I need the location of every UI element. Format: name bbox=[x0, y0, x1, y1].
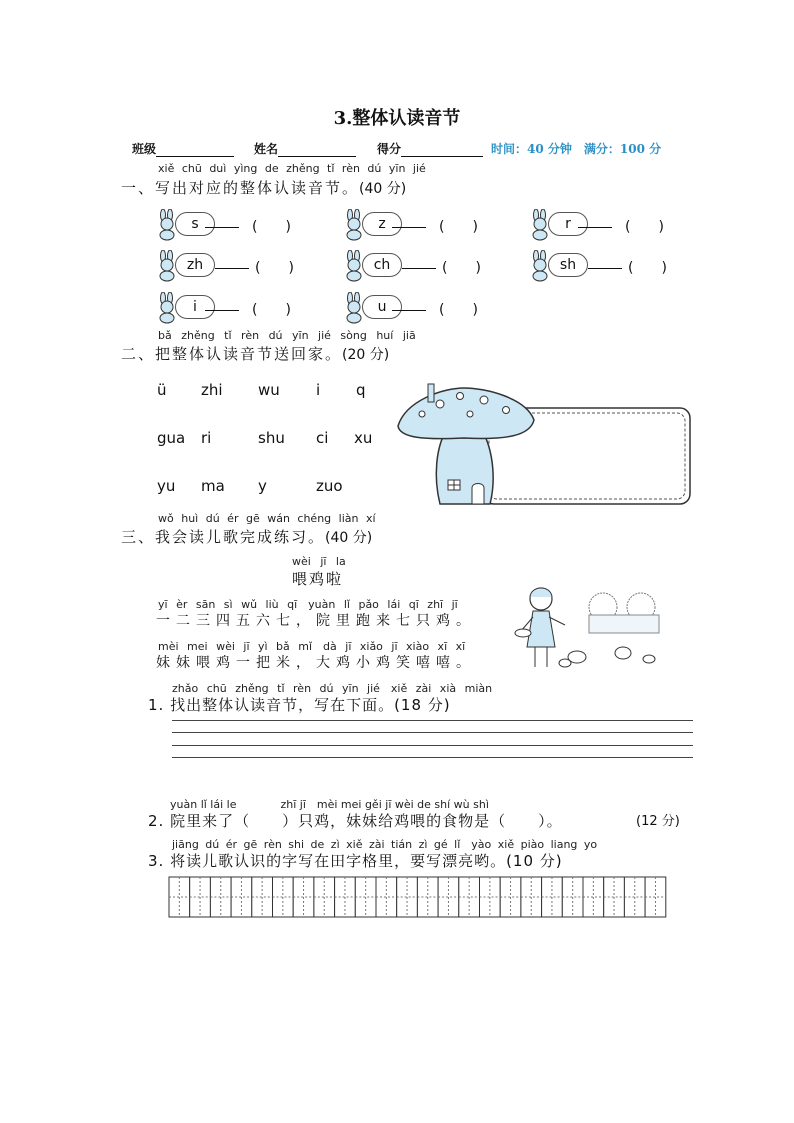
sub2-pinyin: yuàn lǐ lái le zhī jī mèi mei gěi jī wèi de shí wù shì bbox=[170, 798, 489, 811]
door-icon bbox=[472, 484, 484, 505]
syllable-item[interactable]: i bbox=[316, 381, 321, 399]
tianzige-box[interactable] bbox=[169, 877, 190, 917]
girl-feeding-chickens-icon bbox=[503, 585, 683, 677]
q1-heading-text: 一、写出对应的整体认读音节。 bbox=[121, 179, 360, 197]
tianzige-box[interactable] bbox=[521, 877, 542, 917]
tianzige-box[interactable] bbox=[376, 877, 397, 917]
answer-line[interactable] bbox=[172, 745, 693, 746]
score-blank[interactable] bbox=[401, 156, 483, 157]
name-label: 姓名 bbox=[254, 142, 279, 156]
tianzige-box[interactable] bbox=[562, 877, 583, 917]
initial-bubble: u bbox=[362, 295, 402, 319]
poem-title: 喂鸡啦 bbox=[292, 570, 344, 588]
name-field[interactable] bbox=[254, 140, 356, 157]
answer-blank[interactable] bbox=[205, 310, 239, 311]
answer-parens[interactable]: ( ) bbox=[439, 302, 478, 318]
syllable-item[interactable]: y bbox=[258, 477, 267, 495]
syllable-item[interactable]: gua bbox=[157, 429, 186, 447]
q1-item bbox=[155, 209, 315, 239]
name-blank[interactable] bbox=[278, 156, 356, 157]
answer-line[interactable] bbox=[172, 757, 693, 758]
answer-parens[interactable]: ( ) bbox=[442, 260, 481, 276]
syllable-item[interactable]: ci bbox=[316, 429, 329, 447]
poem-title-pinyin: wèi jī la bbox=[292, 555, 346, 568]
sub3-text: 3. 将读儿歌认识的字写在田字格里，要写漂亮哟。(10 分) bbox=[148, 852, 563, 870]
answer-parens[interactable]: ( ) bbox=[439, 219, 478, 235]
poem-line1: 一二三四五六七，院里跑来七只鸡。 bbox=[156, 613, 476, 629]
answer-parens[interactable]: ( ) bbox=[252, 302, 291, 318]
q1-item bbox=[528, 250, 688, 280]
q1-heading bbox=[121, 177, 406, 198]
tianzige-box[interactable] bbox=[273, 877, 294, 917]
poem-line2-pinyin: mèi mei wèi jī yì bǎ mǐ dà jī xiǎo jī xiào xī xī bbox=[158, 640, 466, 653]
q1-score: (40 分) bbox=[359, 181, 407, 197]
syllable-item[interactable]: yu bbox=[157, 477, 176, 495]
q1-item bbox=[342, 209, 502, 239]
tianzige-box[interactable] bbox=[624, 877, 645, 917]
tianzige-box[interactable] bbox=[417, 877, 438, 917]
tianzige-box[interactable] bbox=[335, 877, 356, 917]
tianzige-box[interactable] bbox=[645, 877, 666, 917]
mushroom-house-icon bbox=[394, 380, 694, 510]
poem-line2: 妹妹喂鸡一把米，大鸡小鸡笑嘻嘻。 bbox=[156, 655, 476, 671]
tianzige-box[interactable] bbox=[604, 877, 625, 917]
syllable-item[interactable]: ü bbox=[157, 381, 167, 399]
syllable-item[interactable]: q bbox=[356, 381, 366, 399]
q2-heading-text: 二、把整体认读音节送回家。 bbox=[121, 345, 343, 363]
initial-bubble: sh bbox=[548, 253, 588, 277]
q3-heading-text: 三、我会读儿歌完成练习。 bbox=[121, 528, 326, 546]
initial-bubble: r bbox=[548, 212, 588, 236]
q2-pinyin: bǎ zhěng tǐ rèn dú yīn jié sòng huí jiā bbox=[158, 329, 416, 342]
mushroom-cap bbox=[398, 388, 534, 439]
score-label: 得分 bbox=[377, 142, 402, 156]
q1-item bbox=[155, 292, 315, 322]
answer-line[interactable] bbox=[172, 732, 693, 733]
tianzige-box[interactable] bbox=[293, 877, 314, 917]
answer-blank[interactable] bbox=[588, 268, 622, 269]
q1-item bbox=[528, 209, 688, 239]
initial-bubble: i bbox=[175, 295, 215, 319]
tianzige-box[interactable] bbox=[480, 877, 501, 917]
q1-item bbox=[342, 250, 502, 280]
q3-score: (40 分) bbox=[325, 530, 373, 546]
answer-parens[interactable]: ( ) bbox=[625, 219, 664, 235]
answer-parens[interactable]: ( ) bbox=[252, 219, 291, 235]
class-label: 班级 bbox=[132, 142, 157, 156]
poem-line1-pinyin: yī èr sān sì wǔ liù qī yuàn lǐ pǎo lái qī zhī jī bbox=[158, 598, 458, 611]
sub1-text: 1. 找出整体认读音节，写在下面。(18 分) bbox=[148, 696, 451, 714]
answer-parens[interactable]: ( ) bbox=[255, 260, 294, 276]
initial-bubble: s bbox=[175, 212, 215, 236]
time-info: 时间：40 分钟 满分：100 分 bbox=[491, 142, 662, 156]
syllable-item[interactable]: zhi bbox=[201, 381, 223, 399]
syllable-item[interactable]: ma bbox=[201, 477, 225, 495]
q2-score: (20 分) bbox=[342, 347, 390, 363]
answer-blank[interactable] bbox=[578, 227, 612, 228]
answer-parens[interactable]: ( ) bbox=[628, 260, 667, 276]
initial-bubble: z bbox=[362, 212, 402, 236]
tianzige-box[interactable] bbox=[355, 877, 376, 917]
tianzige-box[interactable] bbox=[397, 877, 418, 917]
class-blank[interactable] bbox=[156, 156, 234, 157]
q3-pinyin: wǒ huì dú ér gē wán chéng liàn xí bbox=[158, 512, 376, 525]
tianzige-box[interactable] bbox=[314, 877, 335, 917]
sub1-pinyin: zhǎo chū zhěng tǐ rèn dú yīn jié xiě zài xià miàn bbox=[172, 682, 493, 695]
q1-item bbox=[342, 292, 502, 322]
initial-bubble: zh bbox=[175, 253, 215, 277]
tianzige-box[interactable] bbox=[583, 877, 604, 917]
answer-line[interactable] bbox=[172, 720, 693, 721]
score-field[interactable] bbox=[377, 140, 483, 157]
sub2-score: (12 分) bbox=[636, 814, 680, 829]
tianzige-box[interactable] bbox=[210, 877, 231, 917]
syllable-item[interactable]: ri bbox=[201, 429, 212, 447]
syllable-item[interactable]: xu bbox=[354, 429, 373, 447]
initial-bubble: ch bbox=[362, 253, 402, 277]
answer-blank[interactable] bbox=[402, 268, 436, 269]
sub2-text: 2. 院里来了（ ）只鸡，妹妹给鸡喂的食物是（ ）。 bbox=[148, 812, 563, 830]
answer-blank[interactable] bbox=[205, 227, 239, 228]
tianzige-box[interactable] bbox=[542, 877, 563, 917]
syllable-item[interactable]: wu bbox=[258, 381, 280, 399]
class-field[interactable] bbox=[132, 140, 234, 157]
tianzige-box[interactable] bbox=[459, 877, 480, 917]
q1-pinyin: xiě chū duì yìng de zhěng tǐ rèn dú yīn jié bbox=[158, 162, 426, 175]
tianzige-box[interactable] bbox=[231, 877, 252, 917]
answer-blank[interactable] bbox=[215, 268, 249, 269]
tianzige-box[interactable] bbox=[500, 877, 521, 917]
q2-heading bbox=[121, 343, 389, 364]
syllable-item[interactable]: zuo bbox=[316, 477, 343, 495]
tianzige-box[interactable] bbox=[190, 877, 211, 917]
page-title: 3.整体认读音节 bbox=[333, 108, 461, 129]
answer-blank[interactable] bbox=[392, 310, 426, 311]
tianzige-box[interactable] bbox=[438, 877, 459, 917]
q3-heading bbox=[121, 526, 372, 547]
sub3-pinyin: jiāng dú ér gē rèn shi de zì xiě zài tián zì gé lǐ yào xiě piào liang yo bbox=[172, 838, 598, 851]
answer-blank[interactable] bbox=[392, 227, 426, 228]
q1-item bbox=[155, 250, 315, 280]
tianzige-grid[interactable] bbox=[168, 876, 668, 918]
syllable-item[interactable]: shu bbox=[258, 429, 285, 447]
tianzige-box[interactable] bbox=[252, 877, 273, 917]
